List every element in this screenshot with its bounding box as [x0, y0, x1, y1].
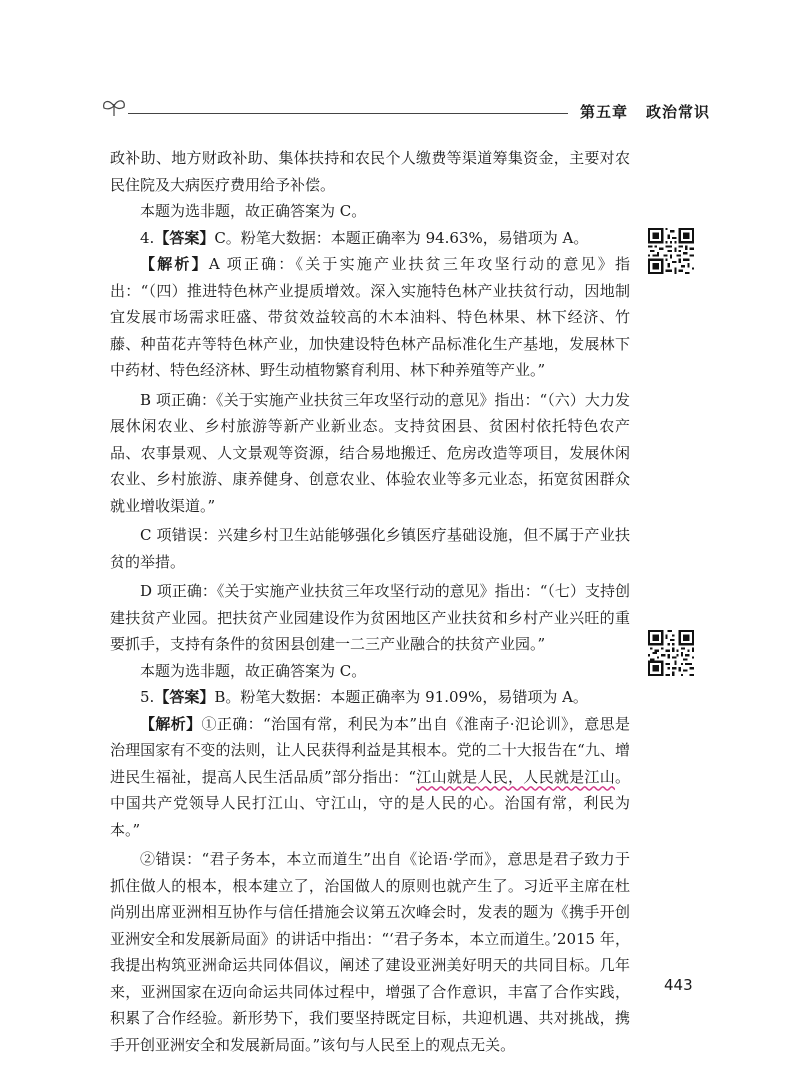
paragraph-conclusion-3: 本题为选非题，故正确答案为 C。	[140, 202, 367, 220]
question-5-analysis-1	[110, 711, 630, 844]
answer-text: B。粉笔大数据：本题正确率为 91.09%，易错项为 A。	[214, 688, 588, 706]
answer-text: C。粉笔大数据：本题正确率为 94.63%，易错项为 A。	[214, 228, 589, 247]
paragraph-continued: 政补助、地方财政补助、集体扶持和农民个人缴费等渠道筹集资金，主要对农民住院及大病医疗费用给予补偿。	[110, 149, 630, 194]
chapter-title: 政治常识	[646, 103, 711, 121]
question-4-analysis-b: B 项正确：《关于实施产业扶贫三年攻坚行动的意见》指出：“（六）大力发展休闲农业、乡村旅游等新产业新业态。支持贫困县、贫困村依托特色农产品、农事景观、人文景观等资源，结合易地搬迁、危房改造等项目，发展休闲农业、乡村旅游、康养健身、创意农业、体验农业等多元业态，拓宽贫困群众就业增收渠道。”	[110, 390, 630, 515]
question-5-analysis-2: ②错误：“君子务本，本立而道生”出自《论语·学而》，意思是君子致力于抓住做人的根本，根本建立了，治国做人的原则也就产生了。习近平主席在杜尚别出席亚洲相互协作与信任措施会议第五次峰会时，发表的题为《携手开创亚洲安全和发展新局面》的讲话中指出：“‘君子务本，本立而道生。’2015 年，我提出构筑亚洲命运共同体倡议，阐述了建设亚洲美好明天的共同目标。几年来，亚洲国家在迈向命运共同体过程中，增强了合作意识，丰富了合作实践，积累了合作经验。新形势下，我们要坚持既定目标，共迎机遇、共对挑战，携手开创亚洲安全和发展新局面。”该句与人民至上的观点无关。	[110, 850, 630, 1054]
question-number: 4.	[140, 228, 155, 247]
qr-code-icon[interactable]	[648, 228, 694, 274]
analysis-label: 【解析】	[140, 714, 202, 733]
leaf-ornament-icon	[100, 96, 128, 118]
answer-label: 【答案】	[154, 688, 215, 706]
question-4-analysis-c: C 项错误：兴建乡村卫生站能够强化乡镇医疗基础设施，但不属于产业扶贫的举措。	[110, 526, 630, 571]
analysis-label: 【解析】	[140, 255, 209, 273]
page-body	[110, 145, 630, 1058]
page-number: 443	[664, 976, 693, 994]
question-4-conclusion: 本题为选非题，故正确答案为 C。	[140, 661, 367, 680]
question-4-analysis-d: D 项正确：《关于实施产业扶贫三年攻坚行动的意见》指出：“（七）支持创建扶贫产业园。把扶贫产业园建设作为贫困地区产业扶贫和乡村产业兴旺的重要抓手，支持有条件的贫困县创建一二三产业融合的扶贫产业园。”	[110, 582, 630, 653]
answer-label: 【答案】	[154, 228, 215, 247]
question-5-answer	[110, 684, 630, 711]
analysis-text-end: 。中国共产党领导人民打江山、守江山，守的是人民的心。治国有常，利民为本。”	[110, 767, 630, 839]
analysis-text: ①正确：“治国有常，利民为本”出自《淮南子·氾论训》，意思是治理国家有不变的法则，让人民获得利益是其根本。党的二十大报告在“九、增进民生福祉，提高人民生活品质”部分指出：“	[110, 714, 630, 786]
question-4-answer	[110, 225, 630, 252]
chapter-heading	[580, 101, 710, 122]
qr-code-icon[interactable]	[648, 630, 694, 676]
highlighted-quote: 江山就是人民，人民就是江山	[416, 767, 615, 786]
analysis-text: A 项正确：《关于实施产业扶贫三年攻坚行动的意见》指出：“（四）推进特色林产业提质增效。深入实施特色林产业扶贫行动，因地制宜发展市场需求旺盛、带贫效益较高的木本油料、特色林果、林下经济、竹藤、种苗花卉等特色林产业，加快建设特色林产品标准化生产基地，发展林下中药材、特色经济林、野生动植物繁育利用、林下种养殖等产业。”	[110, 255, 630, 379]
chapter-number: 第五章	[580, 103, 629, 121]
question-4-analysis-a	[110, 251, 630, 384]
header-rule	[128, 113, 568, 114]
question-number: 5.	[140, 688, 155, 706]
